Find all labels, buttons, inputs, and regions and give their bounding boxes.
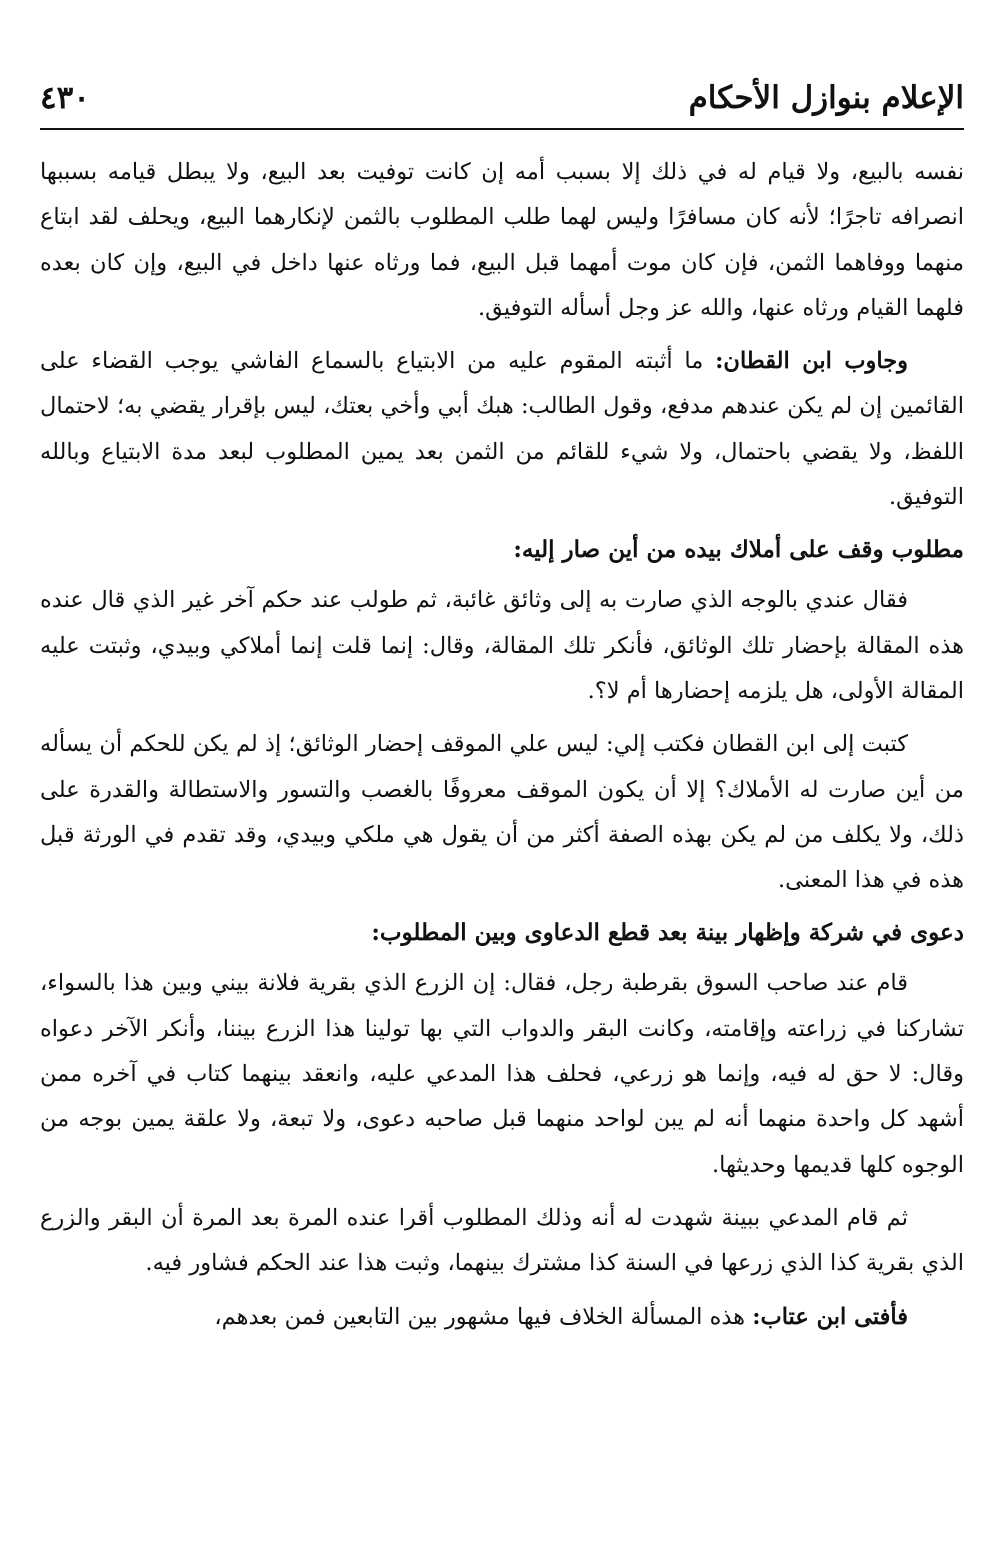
book-title: الإعلام بنوازل الأحكام: [688, 80, 964, 116]
paragraph: ثم قام المدعي ببينة شهدت له أنه وذلك المطلوب أقرا عنده المرة بعد المرة أن البقر والزرع الذي بقرية كذا الذي زرعها في السنة كذا مشترك بينهما، وثبت هذا عند الحكم فشاور فيه.: [40, 1204, 964, 1277]
paragraph-lead: فأفتى ابن عتاب:: [752, 1303, 908, 1330]
section-heading: مطلوب وقف على أملاك بيده من أين صار إليه:: [513, 536, 964, 564]
paragraph: نفسه بالبيع، ولا قيام له في ذلك إلا بسبب أمه إن كانت توفيت بعد البيع، ولا يبطل قيامه بسببها انصرافه تاجرًا؛ لأنه كان مسافرًا وليس لهما طلب المطلوب بالثمن لإنكارهما البيع، ويحلف لقد ابتاع منهما ووفاهما الثمن، فإن كان موت أمهما قبل البيع، فما ورثاه عنها داخل في البيع، وإن كان بعده فلهما القيام ورثاه عنها، والله عز وجل أسأله التوفيق.: [40, 159, 964, 321]
paragraph: قام عند صاحب السوق بقرطبة رجل، فقال: إن الزرع الذي بقرية فلانة بيني وبين هذا بالسواء، تشاركنا في زراعته وإقامته، وكانت البقر والدواب التي بها تولينا هذا الزرع بيننا، وأنكر الآخر دعواه وقال: لا حق له فيه، وإنما هو زرعي، فحلف هذا المدعي عليه، وانعقد بينهما كتاب في آخره ممن أشهد كل واحدة منهما أنه لم يبن لواحد منهما قبل صاحبه دعوى، ولا تبعة، ولا علقة يمين بوجه من الوجوه كلها قديمها وحديثها.: [40, 970, 964, 1178]
paragraph: فقال عندي بالوجه الذي صارت به إلى وثائق غائبة، ثم طولب عند حكم آخر غير الذي قال عنده هذه المقالة بإحضار تلك الوثائق، فأنكر تلك المقالة، وقال: إنما قلت إنما أملاكي وبيدي، وثبتت عليه المقالة الأولى، هل يلزمه إحضارها أم لا؟.: [40, 587, 964, 704]
page-body: [40, 150, 964, 1348]
page-number: ٤٣٠: [40, 80, 90, 116]
paragraph: فأفتى ابن عتاب: هذه المسألة الخلاف فيها مشهور بين التابعين فمن بعدهم،: [214, 1303, 908, 1330]
paragraph: كتبت إلى ابن القطان فكتب إلي: ليس علي الموقف إحضار الوثائق؛ إذ لم يكن للحكم أن يسأله من أين صارت له الأملاك؟ إلا أن يكون الموقف معروفًا بالغصب والتسور والاستطالة والقدرة على ذلك، ولا يكلف من لم يكن بهذه الصفة أكثر من أن يقول هي ملكي وبيدي، وقد تقدم في الورثة قبل هذه في هذا المعنى.: [40, 731, 964, 894]
section-heading: دعوى في شركة وإظهار بينة بعد قطع الدعاوى وبين المطلوب:: [371, 919, 964, 947]
paragraph-lead: وجاوب ابن القطان:: [715, 348, 908, 375]
running-header: [40, 78, 964, 128]
header-divider: [40, 128, 964, 130]
paragraph: وجاوب ابن القطان: ما أثبته المقوم عليه من الابتياع بالسماع الفاشي يوجب القضاء على القائمين إن لم يكن عندهم مدفع، وقول الطالب: هبك أبي وأخي بعتك، ليس بإقرار يقضي به؛ لاحتمال اللفظ، ولا يقضي باحتمال، ولا شيء للقائم من الثمن بعد يمين المطلوب لبعد مدة الابتياع وبالله التوفيق.: [40, 348, 964, 511]
